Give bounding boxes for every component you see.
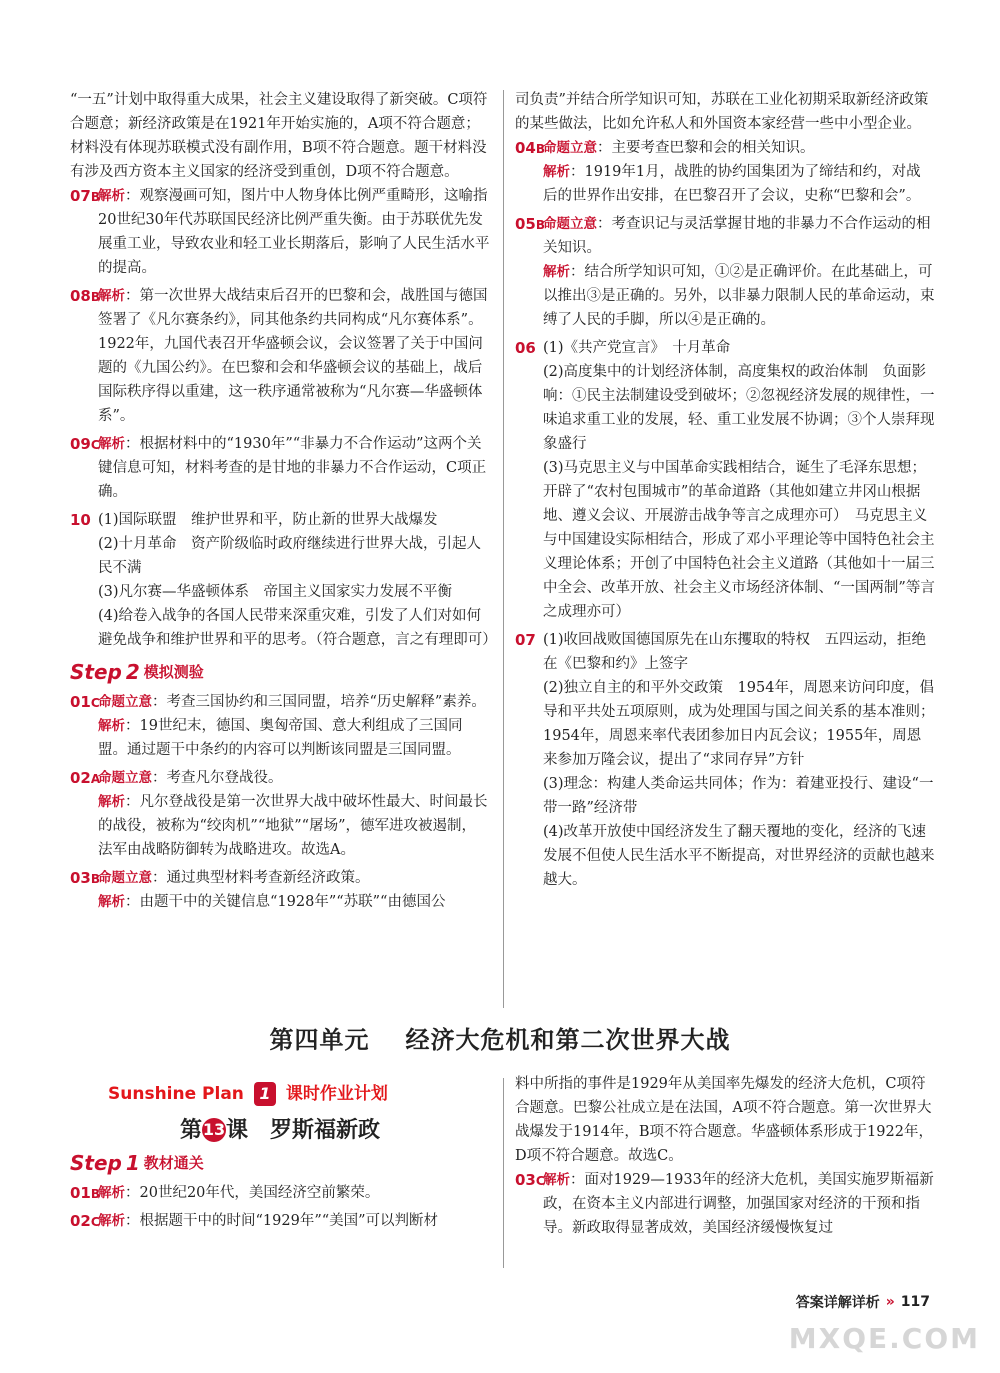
answer-body: 命题立意：主要考查巴黎和会的相关知识。 解析：1919年1月，战胜的协约国集团为了缔结和约，对战后的世界作出安排，在巴黎召开了会议，史称“巴黎和会”。 bbox=[543, 140, 921, 204]
question-part: (2)独立自主的和平外交政策 1954年，周恩来访问印度，倡导和平共处五项原则，成为处理国与国之间关系的基本准则；1954年，周恩来率代表团参加日内瓦会议；1955年，周恩来参加万隆会议，提出了“求同存异”方针 bbox=[543, 680, 935, 768]
answer-body: 命题立意：考查识记与灵活掌握甘地的非暴力不合作运动的相关知识。 解析：结合所学知识可知，①②是正确评价。在此基础上，可以推出③是正确的。另外，以非暴力限制人民的革命运动，束缚了人民的手脚，所以④是正确的。 bbox=[543, 216, 935, 328]
answer-body: 命题立意：考查三国协约和三国同盟，培养“历史解释”素养。 解析：19世纪末，德国、奥匈帝国、意大利组成了三国同盟。通过题干中条约的内容可以判断该同盟是三国同盟。 bbox=[98, 694, 486, 758]
answer-list bbox=[515, 1168, 935, 1240]
question-number: 03B bbox=[70, 869, 101, 887]
question-part: (3)凡尔赛—华盛顿体系 帝国主义国家实力发展不平衡 bbox=[98, 584, 453, 600]
question-part: (1)《共产党宣言》 十月革命 bbox=[543, 340, 731, 356]
answer-body: 命题立意：考查凡尔登战役。 解析：凡尔登战役是第一次世界大战中破坏性最大、时间最长的战役，被称为“绞肉机”“地狱”“屠场”，德军进攻被遏制，法军由战略防御转为战略进攻。故选A。 bbox=[98, 770, 488, 858]
answer-body: 解析：第一次世界大战结束后召开的巴黎和会，战胜国与德国签署了《凡尔赛条约》，同其他条约共同构成“凡尔赛体系”。1922年，九国代表召开华盛顿会议，会议签署了关于中国问题的《九国公约》。在巴黎和会和华盛顿会议的基础上，战后国际秩序得以重建，这一秩序通常被称为“凡尔赛—华盛顿体系”。 bbox=[98, 288, 488, 424]
question-number: 02A bbox=[70, 769, 101, 787]
answer-item bbox=[70, 432, 490, 504]
answer-item bbox=[515, 136, 935, 208]
question-parts bbox=[98, 508, 497, 652]
answer-list bbox=[70, 1181, 490, 1233]
question-number: 07B bbox=[70, 187, 101, 205]
sunshine-badge: 1 bbox=[254, 1082, 276, 1106]
question-part: (2)高度集中的计划经济体制，高度集权的政治体制 负面影响：①民主法制建设受到破坏；②忽视经济发展的规律性，一味追求重工业的发展，轻、重工业发展不协调；③个人崇拜现象盛行 bbox=[543, 364, 935, 452]
lesson-name: 课 罗斯福新政 bbox=[226, 1118, 381, 1143]
step-heading-1 bbox=[70, 1151, 490, 1175]
sunshine-word: Sunshine Plan bbox=[108, 1084, 244, 1104]
question-number: 06 bbox=[515, 339, 536, 357]
step-heading-2 bbox=[70, 660, 490, 684]
footer-label: 答案详解详析 bbox=[795, 1295, 880, 1311]
question-part: (4)改革开放使中国经济发生了翻天覆地的变化，经济的飞速发展不但使人民生活水平不断提高，对世界经济的贡献也越来越大。 bbox=[543, 824, 935, 888]
answer-body: 解析：根据题干中的时间“1929年”“美国”可以判断材 bbox=[98, 1213, 439, 1229]
answer-item bbox=[70, 1209, 490, 1233]
page-footer bbox=[796, 1292, 930, 1312]
top-right-column bbox=[515, 88, 935, 896]
question-number: 02C bbox=[70, 1212, 100, 1230]
answer-item bbox=[70, 284, 490, 428]
continued-text: “一五”计划中取得重大成果，社会主义建设取得了新突破。C项符合题意；新经济政策是在1921年开始实施的，A项不符合题意；材料没有体现苏联模式没有副作用，B项不符合题意。题干材料没有涉及西方资本主义国家的经济受到重创，D项不符合题意。 bbox=[70, 92, 488, 180]
lesson-prefix: 第 bbox=[179, 1118, 202, 1143]
answer-list bbox=[70, 184, 490, 504]
question-number: 04B bbox=[515, 139, 546, 157]
sunshine-plan-heading bbox=[108, 1082, 490, 1106]
column-divider-bottom bbox=[503, 1078, 504, 1268]
page-number: 117 bbox=[900, 1294, 930, 1310]
answer-item bbox=[70, 866, 490, 914]
bottom-right-column bbox=[515, 1072, 935, 1244]
answer-item bbox=[515, 212, 935, 332]
question-part: (4)给卷入战争的各国人民带来深重灾难，引发了人们对如何避免战争和维护世界和平的思考。（符合题意，言之有理即可） bbox=[98, 608, 497, 648]
continued-text: 料中所指的事件是1929年从美国率先爆发的经济大危机，C项符合题意。巴黎公社成立是在法国，A项不符合题意。第一次世界大战爆发于1914年，B项不符合题意。华盛顿体系形成于1922年，D项不符合题意。故选C。 bbox=[515, 1076, 933, 1164]
column-divider-top bbox=[503, 90, 504, 1008]
lesson-title bbox=[70, 1118, 490, 1143]
question-number: 01B bbox=[70, 1184, 101, 1202]
answer-body: 解析：20世纪20年代，美国经济空前繁荣。 bbox=[98, 1185, 380, 1201]
answer-body: 解析：观察漫画可知，图片中人物身体比例严重畸形，这喻指20世纪30年代苏联国民经济比例严重失衡。由于苏联优先发展重工业，导致农业和轻工业长期落后，影响了人民生活水平的提高。 bbox=[98, 188, 490, 276]
question-06 bbox=[515, 336, 935, 624]
sunshine-label: 课时作业计划 bbox=[285, 1084, 388, 1104]
question-10 bbox=[70, 508, 497, 652]
answer-item bbox=[70, 1181, 490, 1205]
answer-item bbox=[70, 184, 490, 280]
question-parts bbox=[543, 336, 935, 624]
continued-text: 司负责”并结合所学知识可知，苏联在工业化初期采取新经济政策的某些做法，比如允许私人和外国资本家经营一些中小型企业。 bbox=[515, 92, 929, 132]
step-word: Step bbox=[70, 1151, 122, 1175]
answer-item bbox=[70, 766, 490, 862]
answer-body: 解析：根据材料中的“1930年”“非暴力不合作运动”这两个关键信息可知，材料考查的是甘地的非暴力不合作运动，C项正确。 bbox=[98, 436, 487, 500]
double-chevron-icon: » bbox=[885, 1294, 895, 1310]
question-parts bbox=[543, 628, 935, 892]
question-part: (1)收回战败国德国原先在山东攫取的特权 五四运动，拒绝在《巴黎和约》上签字 bbox=[543, 632, 927, 672]
answer-body: 解析：面对1929—1933年的经济大危机，美国实施罗斯福新政，在资本主义内部进行调整，加强国家对经济的干预和指导。新政取得显著成效，美国经济缓慢恢复过 bbox=[543, 1172, 934, 1236]
lesson-number: 13 bbox=[202, 1118, 226, 1142]
step-word: Step bbox=[70, 660, 122, 684]
unit-number: 第四单元 bbox=[269, 1026, 370, 1054]
step-label: 模拟测验 bbox=[143, 663, 204, 681]
question-number: 07 bbox=[515, 631, 536, 649]
question-number: 05B bbox=[515, 215, 546, 233]
unit-title bbox=[0, 1020, 1000, 1055]
question-number: 09C bbox=[70, 435, 100, 453]
bottom-left-column bbox=[70, 1082, 490, 1237]
question-number: 10 bbox=[70, 511, 91, 529]
answer-item bbox=[515, 1168, 935, 1240]
step-label: 教材通关 bbox=[143, 1154, 204, 1172]
answer-body: 命题立意：通过典型材料考查新经济政策。 解析：由题干中的关键信息“1928年”“苏联”“由德国公 bbox=[98, 870, 446, 910]
answer-list-2 bbox=[70, 690, 490, 914]
question-number: 08B bbox=[70, 287, 101, 305]
question-part: (2)十月革命 资产阶级临时政府继续进行世界大战，引起人民不满 bbox=[98, 536, 482, 576]
question-number: 03C bbox=[515, 1171, 545, 1189]
question-part: (1)国际联盟 维护世界和平，防止新的世界大战爆发 bbox=[98, 512, 438, 528]
step-number: 2 bbox=[125, 660, 140, 684]
answer-list bbox=[515, 136, 935, 332]
step-number: 1 bbox=[125, 1151, 140, 1175]
unit-name: 经济大危机和第二次世界大战 bbox=[405, 1026, 731, 1054]
question-number: 01C bbox=[70, 693, 100, 711]
question-part: (3)马克思主义与中国革命实践相结合，诞生了毛泽东思想；开辟了“农村包围城市”的革命道路（其他如建立井冈山根据地、遵义会议、开展游击战争等言之成理亦可） 马克思主义与中国建设实际相结合，形成了邓小平理论等中国特色社会主义理论体系；开创了中国特色社会主义道路（其他如十一届三中全会、改革开放、社会主义市场经济体制、“一国两制”等言之成理亦可） bbox=[543, 460, 935, 620]
watermark: MXQE.COM bbox=[788, 1322, 980, 1355]
answer-item bbox=[70, 690, 490, 762]
question-part: (3)理念：构建人类命运共同体；作为：着建亚投行、建设“一带一路”经济带 bbox=[543, 776, 934, 816]
top-left-column bbox=[70, 88, 497, 918]
question-07 bbox=[515, 628, 935, 892]
